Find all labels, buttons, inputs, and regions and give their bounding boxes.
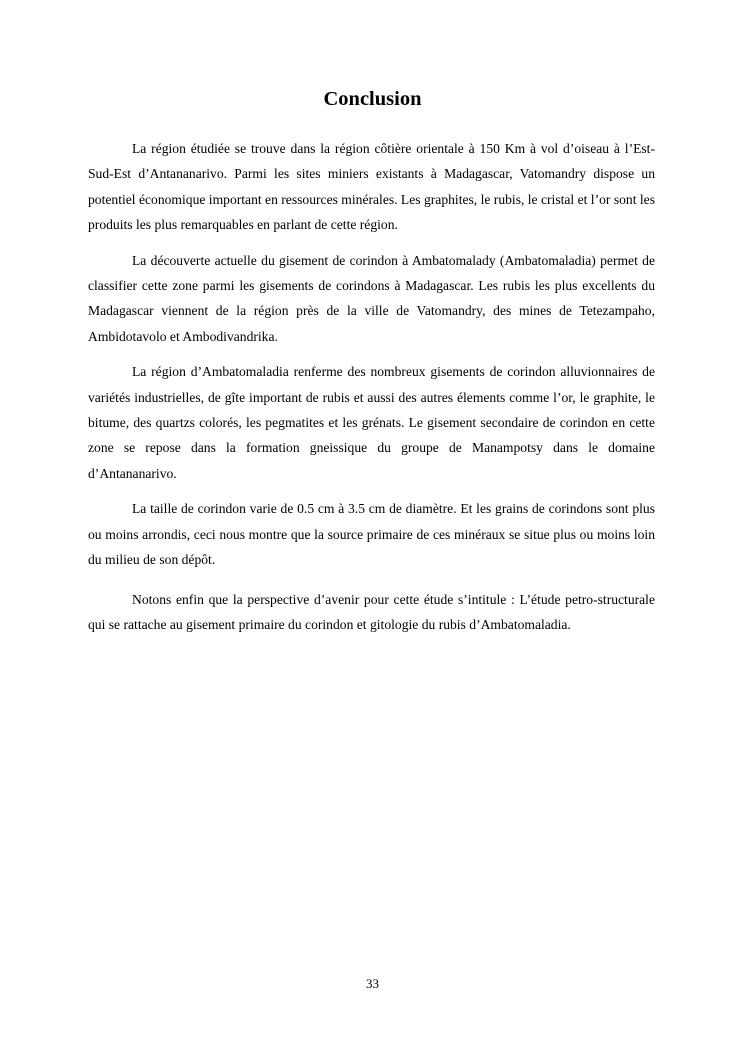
paragraph-perspective: Notons enfin que la perspective d’avenir pour cette étude s’intitule : L’étude petro-structurale qui se rattache au gisement primaire du corindon et gitologie du rubis d’Ambatomaladia. [88, 591, 655, 632]
paragraph-study-region: La région étudiée se trouve dans la région côtière orientale à 150 Km à vol d’oiseau à l’Est-Sud-Est d’Antananarivo. Parmi les sites miniers existants à Madagascar, Vatomandry dispose un potentiel économique important en ressources minérales. Les graphites, le rubis, le cristal et l’or sont les produits les plus remarquables en parlant de cette région. [88, 141, 655, 233]
page-number: 33 [366, 976, 379, 991]
paragraph-deposits: La région d’Ambatomaladia renferme des nombreux gisements de corindon alluvionnaires de variétés industrielles, de gîte important de rubis et aussi des autres élements comme l’or, le graphite, le bitume, des quartzs colorés, les pegmatites et les grénats. Le gisement secondaire de corindon en cette zone se repose dans la formation gneissique du groupe de Manampotsy dans le domaine d’Antananarivo. [88, 364, 655, 481]
page-title: Conclusion [323, 88, 422, 110]
body-text [88, 136, 655, 647]
paragraph-corundum-discovery: La découverte actuelle du gisement de corindon à Ambatomalady (Ambatomaladia) permet de classifier cette zone parmi les gisements de corindons à Madagascar. Les rubis les plus excellents du Madagascar viennent de la région près de la ville de Vatomandry, des mines de Tetezampaho, Ambidotavolo et Ambodivandrika. [88, 252, 655, 344]
paragraph-grain-size: La taille de corindon varie de 0.5 cm à 3.5 cm de diamètre. Et les grains de corindons sont plus ou moins arrondis, ceci nous montre que la source primaire de ces minéraux se situe plus ou moins loin du milieu de son dépôt. [88, 501, 655, 568]
